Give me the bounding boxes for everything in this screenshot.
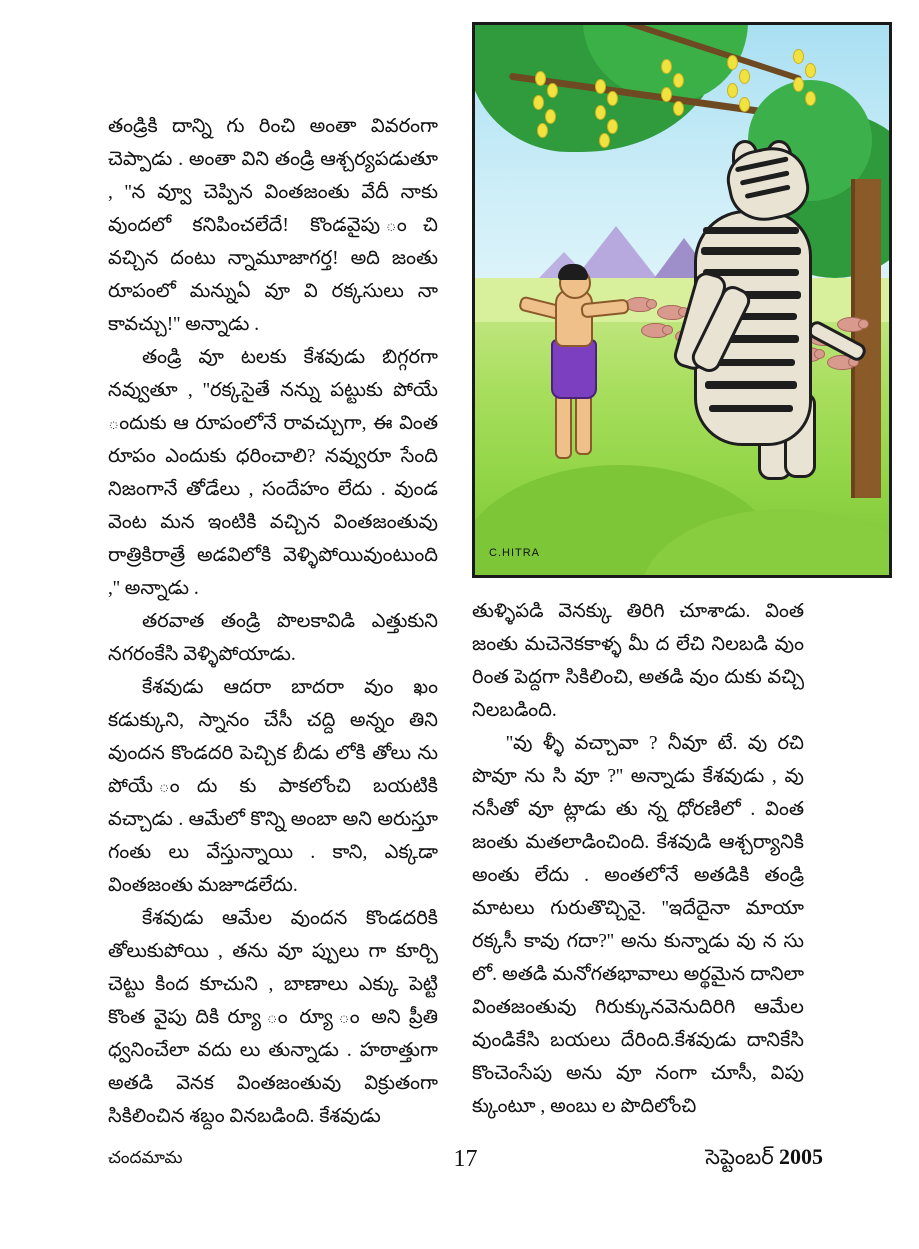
- beast-stripe: [701, 247, 801, 255]
- fruit: [793, 77, 804, 92]
- paragraph: కేశవుడు ఆదరా బాదరా వుం ఖం కడుక్కుని, స్నానం చేసీ చద్ది అన్నం తిని వుందన కొండదరి పెచ్చిక బీడు లోకి తోలు ను పోయే ందు కు పాకలోంచి బయటికి వచ్చాడు . ఆమేలో కొన్ని అంబా అని అరుస్తూ గంతు లు వేస్తున్నాయి . కాని, ఎక్కడా వింతజంతు మజూడలేదు.: [108, 677, 438, 896]
- paragraph: తుళ్ళిపడి వెనక్కు తిరిగి చూశాడు. వింత జంతు మచెనెకకాళ్ళ మీ ద లేచి నిలబడి వుం రింత పెద్దగా సికిలించి, అతడి వుం దుకు వచ్చి నిలబడింది.: [472, 601, 804, 721]
- fruit: [537, 123, 548, 138]
- hunter-leg: [555, 393, 572, 459]
- fruit: [673, 101, 684, 116]
- tree-trunk: [851, 179, 881, 498]
- paragraph: తరవాత తండ్రి పొలకావిడి ఎత్తుకుని నగరంకేసి వెళ్ళిపోయాడు.: [108, 611, 438, 665]
- magazine-name: చందమామ: [108, 1148, 183, 1167]
- beast-stripe: [739, 170, 789, 185]
- beast-stripe: [744, 184, 790, 198]
- striped-beast-figure: [672, 152, 852, 482]
- fruit: [739, 97, 750, 112]
- fruit: [739, 69, 750, 84]
- fruit: [727, 55, 738, 70]
- fruit: [595, 105, 606, 120]
- fruit: [673, 73, 684, 88]
- hunter-figure: [537, 267, 607, 467]
- fruit: [533, 95, 544, 110]
- body-text-column-left: [108, 110, 438, 1133]
- fruit: [727, 83, 738, 98]
- body-text-column-right: [472, 595, 804, 1123]
- fruit: [535, 71, 546, 86]
- issue-year: 2005: [779, 1144, 823, 1169]
- artist-signature: C.HITRA: [489, 547, 540, 559]
- fruit: [545, 109, 556, 124]
- paragraph: ''వు ళ్ళీ వచ్చావా ? నీవూ టే. వు రచి పొవూ ను సి వూ ?'' అన్నాడు కేశవుడు , వు నసీతో వూ ట్లాడు తు న్న ధోరణిలో . వింత జంతు మతలాడించింది. కేశవుడి ఆశ్చర్యానికి అంతు లేదు . అంతలోనే అతడికి తండ్రి మాటలు గురుతొచ్చినై. ''ఇదేదైనా మాయా రక్కసీ కావు గదా?'' అను కున్నాడు వు న సు లో. అతడి మనోగతభావాలు అర్థమైన దానిలా వింతజంతువు గిరుక్కునవెనుదిరిగి ఆమేల వుండికేసి బయలు దేరింది.కేశవుడు దానికేసి కొంచెంసేపు అను వూ నంగా చూసీ, విపు క్కుంటూ , అంబు ల పొదిలోంచి: [472, 733, 804, 1117]
- fruit: [805, 91, 816, 106]
- fruit: [793, 49, 804, 64]
- beast-stripe: [735, 156, 789, 172]
- fruit: [599, 133, 610, 148]
- fruit: [607, 119, 618, 134]
- story-illustration: [472, 22, 892, 578]
- issue-month: సెప్టెంబర్: [705, 1145, 774, 1169]
- herd-animal: [625, 297, 653, 312]
- beast-stripe: [705, 381, 797, 389]
- paragraph: కేశవుడు ఆమేల వుందన కొండదరికి తోలుకుపోయి , తను వూ ప్పులు గా కూర్చి చెట్టు కింద కూచుని , బాణాలు ఎక్కు పెట్టి కొంత వైపు దికి ర్యూ ం ర్యూ ం అని ప్రీతి ధ్వనించేలా వదు లు తున్నాడు . హఠాత్తుగా అతడి వెనక వింతజంతువు విక్రుతంగా సికిలించిన శబ్దం వినబడింది. కేశవుడు: [108, 908, 438, 1127]
- page-footer: [108, 1144, 823, 1182]
- fruit: [595, 79, 606, 94]
- fruit: [661, 87, 672, 102]
- paragraph: తండ్రికి దాన్ని గు రించి అంతా వివరంగా చెప్పాడు . అంతా విని తండ్రి ఆశ్చర్యపడుతూ , ''న వ్వూ చెప్పిన వింతజంతు వేదీ నాకు వుందలో కనిపించలేదే! కొండవైపు ంచి వచ్చిన దంటు న్నామూజాగర్త! అది జంతు రూపంలో మన్నుఏ వూ వి రక్కసులు నా కావచ్చు!'' అన్నాడు .: [108, 116, 438, 335]
- beast-stripe: [703, 227, 799, 234]
- fruit: [547, 83, 558, 98]
- page-number: 17: [453, 1146, 478, 1172]
- hunter-hair: [558, 264, 588, 280]
- hunter-garment: [551, 339, 597, 399]
- beast-stripe: [709, 405, 793, 412]
- fruit: [805, 63, 816, 78]
- issue-date: [705, 1144, 823, 1175]
- fruit: [607, 91, 618, 106]
- fruit: [661, 59, 672, 74]
- paragraph: తండ్రి వూ టలకు కేశవుడు బిగ్గరగా నవ్వుతూ , ''రక్కసైతే నన్ను పట్టుకు పోయే ందుకు ఆ రూపంలోనే రావచ్చుగా, ఈ వింత రూపం ఎందుకు ధరించాలి? నవ్వురూ సేంది నిజంగానే తోడేలు , సందేహం లేదు . వుండ వెంట మన ఇంటికి వచ్చిన వింతజంతువు రాత్రికిరాత్రే అడవిలోకి వెళ్ళిపోయివుంటుంది ,'' అన్నాడు .: [108, 347, 438, 599]
- hunter-leg: [575, 393, 592, 455]
